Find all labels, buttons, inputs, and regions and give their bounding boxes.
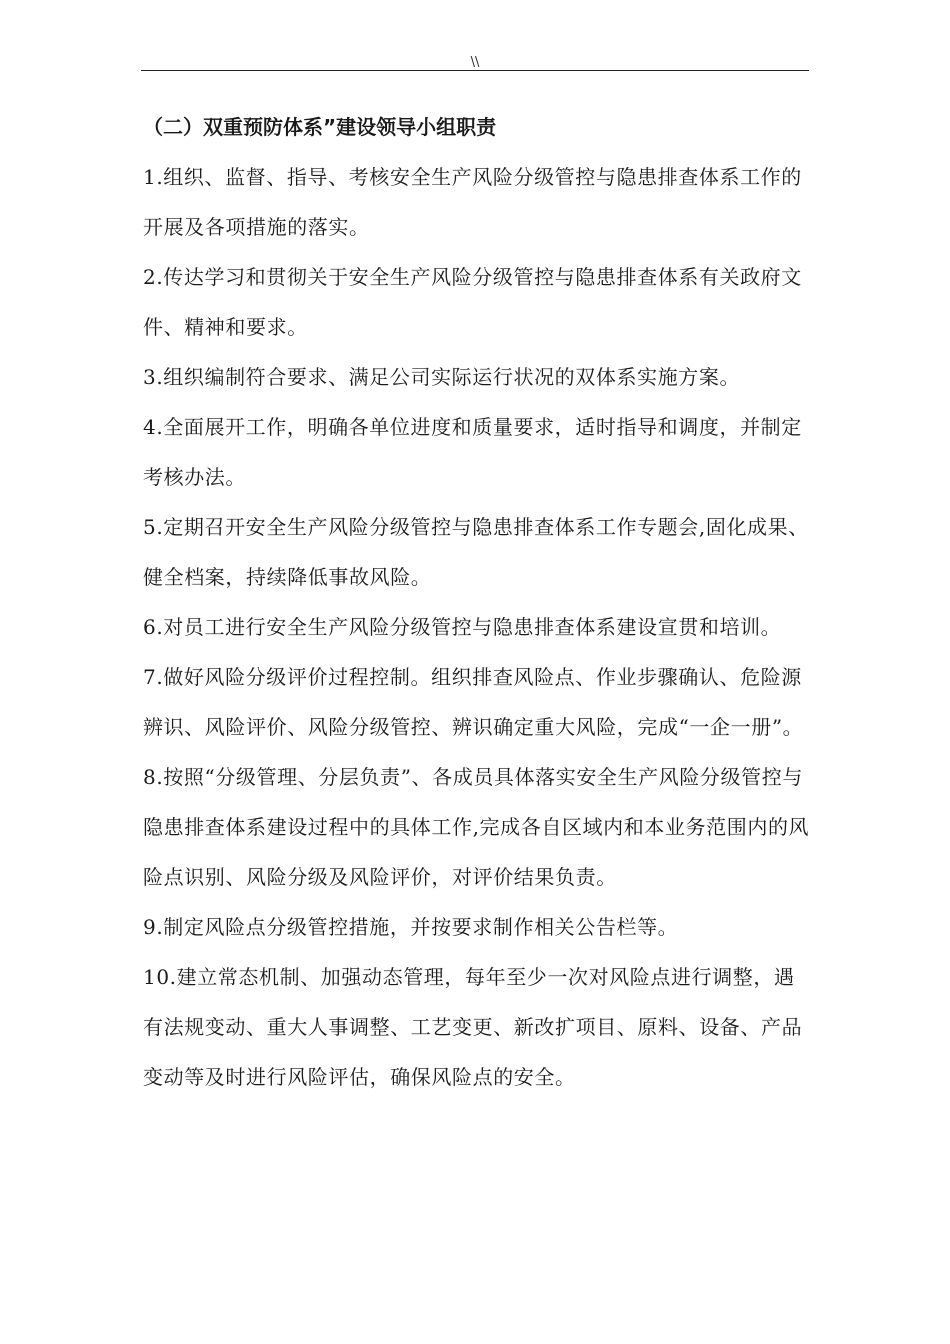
duty-item-2: 2.传达学习和贯彻关于安全生产风险分级管控与隐患排查体系有关政府文件、精神和要求。 (143, 265, 802, 339)
duty-item-4: 4.全面展开工作，明确各单位进度和质量要求，适时指导和调度，并制定考核办法。 (143, 415, 802, 489)
duty-item-6: 6.对员工进行安全生产风险分级管控与隐患排查体系建设宣贯和培训。 (143, 615, 782, 639)
duty-item-10: 10.建立常态机制、加强动态管理，每年至少一次对风险点进行调整，遇有法规变动、重大人事调整、工艺变更、新改扩项目、原料、设备、产品变动等及时进行风险评估，确保风险点的安全。 (143, 965, 803, 1089)
duty-item-5: 5.定期召开安全生产风险分级管控与隐患排查体系工作专题会,固化成果、健全档案，持续降低事故风险。 (143, 515, 809, 589)
duty-item-8: 8.按照“分级管理、分层负责”、各成员具体落实安全生产风险分级管控与隐患排查体系建设过程中的具体工作,完成各自区域内和本业务范围内的风险点识别、风险分级及风险评价，对评价结果负责。 (143, 765, 810, 889)
duty-item-7: 7.做好风险分级评价过程控制。组织排查风险点、作业步骤确认、危险源辨识、风险评价、风险分级管控、辨识确定重大风险，完成“一企一册”。 (143, 665, 804, 739)
document-body (143, 102, 811, 1102)
header-mark: \\ (470, 55, 480, 70)
section-heading: （二）双重预防体系”建设领导小组职责 (143, 115, 497, 139)
header-rule (141, 70, 809, 71)
duty-item-9: 9.制定风险点分级管控措施，并按要求制作相关公告栏等。 (143, 915, 679, 939)
duty-item-1: 1.组织、监督、指导、考核安全生产风险分级管控与隐患排查体系工作的开展及各项措施的落实。 (143, 165, 802, 239)
duty-item-3: 3.组织编制符合要求、满足公司实际运行状况的双体系实施方案。 (143, 365, 741, 389)
